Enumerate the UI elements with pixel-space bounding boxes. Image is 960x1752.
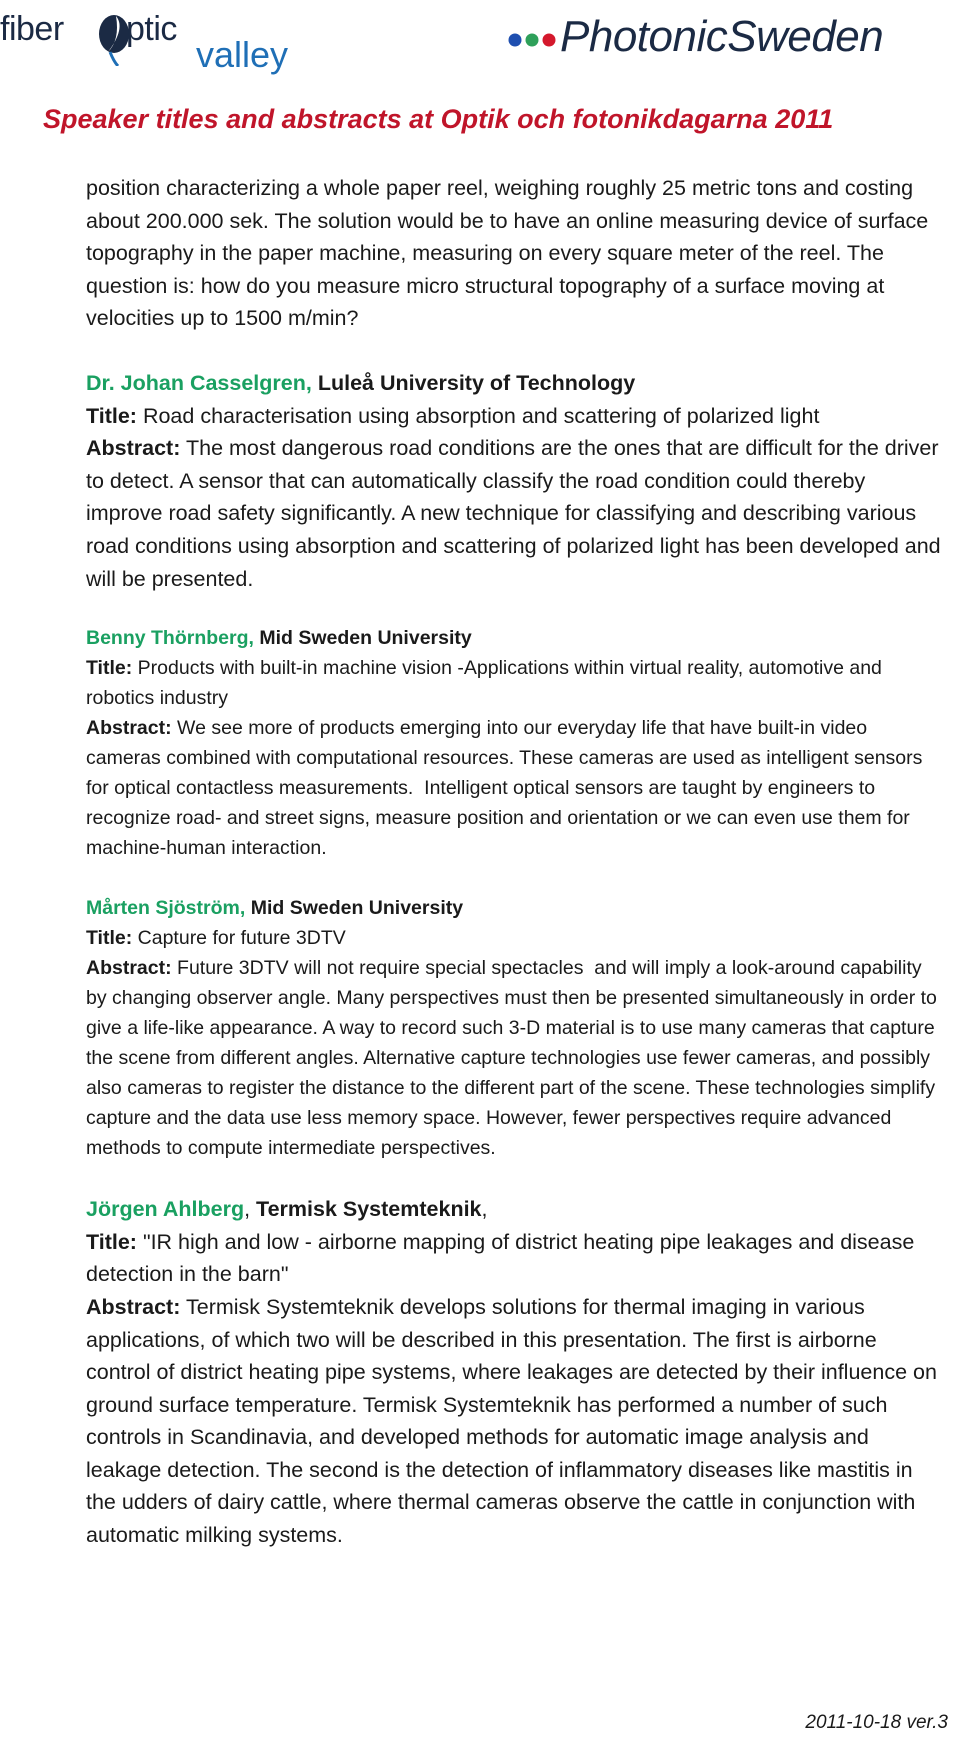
document-title: Speaker titles and abstracts at Optik och fotonikdagarna 2011 [43, 104, 834, 134]
talk-title [86, 1226, 946, 1291]
talk-abstract [86, 432, 946, 595]
abstract-label: Abstract: [86, 717, 172, 740]
speaker-name: Mårten Sjöström, [86, 897, 246, 920]
name-separator: , [244, 1197, 257, 1222]
abstract-text: Termisk Systemteknik develops solutions for thermal imaging in various applications, of which two will be described in this presentation. The first is airborne control of district heating pipe systems, where leakages are detected by their influence on ground surface temperature. Termisk Systemteknik has performed a number of such controls in Scandinavia, and developed methods for automatic image analysis and leakage detection. The second is the detection of inflammatory diseases like mastitis in the udders of dairy cattle, where thermal cameras observe the cattle in conjunction with automatic milking systems. [86, 1294, 937, 1548]
logo-text-fiber: fiber [0, 10, 64, 48]
trailing-comma: , [481, 1197, 488, 1222]
speaker-affiliation: Mid Sweden University [250, 897, 464, 920]
speaker-heading [86, 367, 946, 400]
speaker-name: Jörgen Ahlberg [86, 1197, 245, 1222]
abstract-text: We see more of products emerging into our everyday life that have built-in video cameras combined with computational resources. These cameras are used as intelligent sensors for optical contactless measurements. Intelligent optical sensors are taught by engineers to recognize road- and street signs, measure position and orientation or we can even use them for machine-human interaction. [86, 717, 928, 860]
talk-abstract [86, 1291, 946, 1552]
speaker-name: Benny Thörnberg, [86, 627, 254, 650]
dot-green [526, 34, 539, 47]
title-text: Capture for future 3DTV [137, 927, 346, 950]
title-label: Title: [86, 403, 137, 428]
talk-title [86, 400, 946, 433]
photonic-sweden-logo [508, 10, 948, 70]
title-text: "IR high and low - airborne mapping of district heating pipe leakages and disease detection in the barn" [86, 1229, 915, 1287]
speaker-section [86, 623, 946, 863]
speaker-heading [86, 893, 946, 923]
version-footer: 2011-10-18 ver.3 [805, 1712, 948, 1733]
speaker-affiliation: Luleå University of Technology [317, 370, 636, 395]
intro-paragraph: position characterizing a whole paper reel, weighing roughly 25 metric tons and costing about 200.000 sek. The solution would be to have an online measuring device of surface topography in the paper machine, measuring on every square meter of the reel. The question is: how do you measure micro structural topography of a surface moving at velocities up to 1500 m/min? [86, 176, 929, 331]
abstract-label: Abstract: [86, 1294, 181, 1319]
logo-text-photonic-sweden: PhotonicSweden [560, 12, 884, 61]
abstract-text: Future 3DTV will not require special spectacles and will imply a look-around capability by changing observer angle. Many perspectives must then be presented simultaneously in order to give a life-like appearance. A way to record such 3-D material is to use many cameras that capture the scene from different angles. Alternative capture technologies use fewer cameras, and possibly also cameras to register the distance to the different part of the scene. These technologies simplify capture and the data use less memory space. However, fewer perspectives require advanced methods to compute intermediate perspectives. [86, 957, 943, 1160]
title-text: Road characterisation using absorption and scattering of polarized light [142, 403, 820, 428]
colored-dots-icon [508, 32, 558, 48]
speaker-affiliation: Termisk Systemteknik [256, 1197, 482, 1222]
dot-red [543, 34, 556, 47]
fiber-optic-valley-logo [0, 4, 320, 84]
logo-text-optic: ptic [126, 10, 177, 48]
speaker-name: Dr. Johan Casselgren, [86, 370, 312, 395]
dot-blue [509, 34, 522, 47]
document-body [86, 172, 946, 1552]
title-text: Products with built-in machine vision -Applications within virtual reality, automotive and robotics industry [86, 657, 882, 710]
title-label: Title: [86, 1229, 137, 1254]
speaker-affiliation: Mid Sweden University [259, 627, 472, 650]
speaker-heading [86, 1193, 946, 1226]
speaker-heading [86, 623, 946, 653]
talk-abstract [86, 713, 946, 863]
talk-title [86, 653, 946, 713]
speaker-section [86, 1193, 946, 1552]
talk-abstract [86, 953, 946, 1163]
title-label: Title: [86, 657, 133, 680]
abstract-label: Abstract: [86, 436, 181, 461]
talk-title [86, 923, 946, 953]
abstract-text: The most dangerous road conditions are the ones that are difficult for the driver to detect. A sensor that can automatically classify the road condition could thereby improve road safety significantly. A new technique for classifying and describing various road conditions using absorption and scattering of polarized light has been developed and will be presented. [86, 436, 941, 591]
speaker-section [86, 367, 946, 595]
logo-text-valley: valley [196, 34, 289, 75]
speaker-section [86, 893, 946, 1163]
abstract-label: Abstract: [86, 957, 172, 980]
title-label: Title: [86, 927, 133, 950]
